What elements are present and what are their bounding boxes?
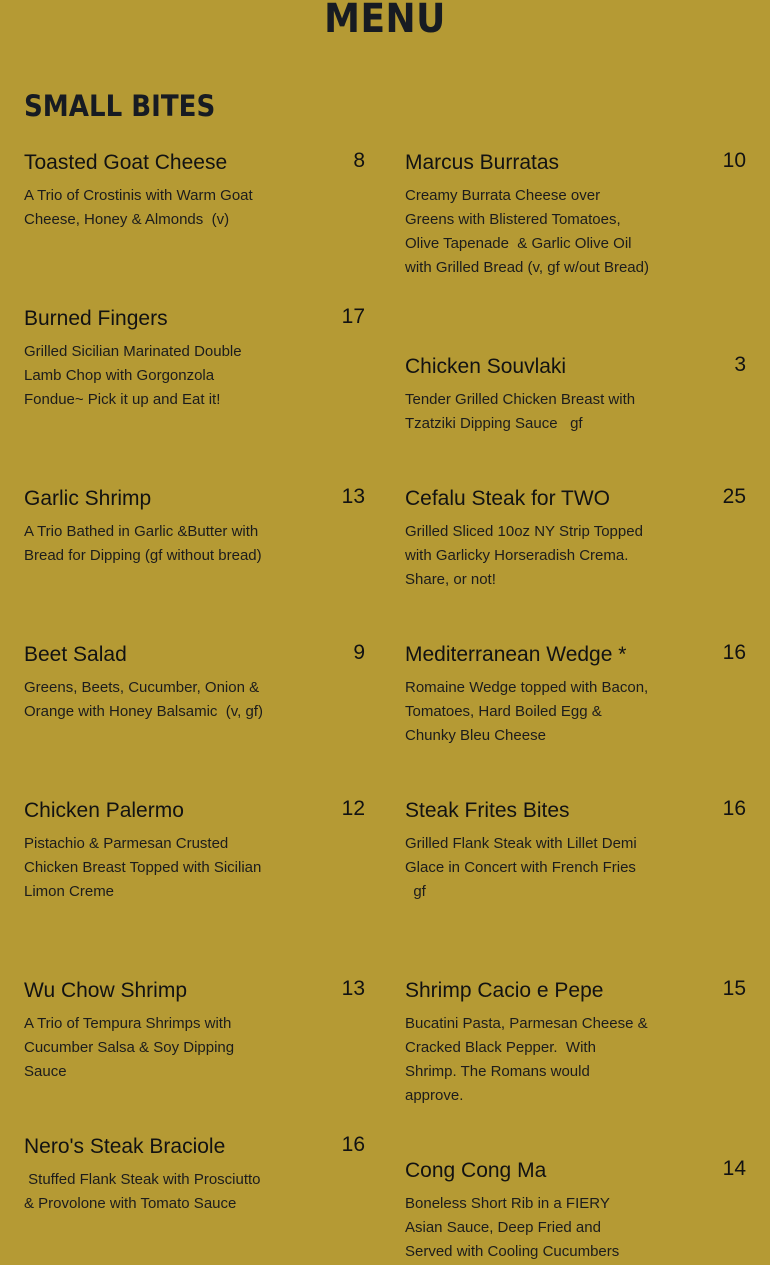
item-description: Grilled Sliced 10oz NY Strip Topped with Garlicky Horseradish Crema. Share, or not!: [405, 523, 648, 588]
item-price: 3: [734, 353, 746, 376]
item-name: Garlic Shrimp: [24, 487, 152, 510]
item-description: Pistachio & Parmesan Crusted Chicken Breast Topped with Sicilian Limon Creme: [24, 835, 266, 900]
item-price: 13: [341, 485, 365, 508]
item-price: 16: [722, 797, 746, 820]
item-price: 8: [353, 149, 365, 172]
item-name: Wu Chow Shrimp: [24, 979, 187, 1002]
item-price: 9: [353, 641, 365, 664]
item-price: 16: [341, 1133, 365, 1156]
item-price: 10: [722, 149, 746, 172]
section-heading: SMALL BITES: [24, 89, 216, 123]
item-name: Cong Cong Ma: [405, 1159, 547, 1182]
item-price: 15: [722, 977, 746, 1000]
menu-title: MENU: [324, 0, 446, 42]
item-price: 25: [722, 485, 746, 508]
item-description: Tender Grilled Chicken Breast with Tzatziki Dipping Sauce gf: [405, 391, 640, 432]
item-description: Creamy Burrata Cheese over Greens with Blistered Tomatoes, Olive Tapenade & Garlic Olive Oil with Grilled Bread (v, gf w/out Bread): [405, 187, 649, 276]
item-name: Cefalu Steak for TWO: [405, 487, 611, 510]
item-description: A Trio of Crostinis with Warm Goat Cheese, Honey & Almonds (v): [24, 187, 257, 228]
item-name: Shrimp Cacio e Pepe: [405, 979, 604, 1002]
item-description: Stuffed Flank Steak with Prosciutto & Provolone with Tomato Sauce: [24, 1171, 265, 1212]
item-name: Beet Salad: [24, 643, 127, 666]
item-description: Boneless Short Rib in a FIERY Asian Sauce, Deep Fried and Served with Cooling Cucumbers: [405, 1195, 620, 1260]
item-description: Bucatini Pasta, Parmesan Cheese & Cracked Black Pepper. With Shrimp. The Romans would approve.: [405, 1015, 652, 1104]
item-description: A Trio Bathed in Garlic &Butter with Bread for Dipping (gf without bread): [24, 523, 263, 564]
item-price: 14: [722, 1157, 746, 1180]
item-name: Steak Frites Bites: [405, 799, 570, 822]
item-name: Chicken Souvlaki: [405, 355, 567, 378]
item-description: A Trio of Tempura Shrimps with Cucumber Salsa & Soy Dipping Sauce: [24, 1015, 239, 1080]
item-price: 17: [341, 305, 365, 328]
item-description: Grilled Sicilian Marinated Double Lamb Chop with Gorgonzola Fondue~ Pick it up and Eat it!: [24, 343, 246, 408]
item-name: Mediterranean Wedge *: [405, 643, 627, 666]
item-price: 13: [341, 977, 365, 1000]
item-price: 12: [341, 797, 365, 820]
item-name: Burned Fingers: [24, 307, 168, 330]
item-name: Marcus Burratas: [405, 151, 560, 174]
item-price: 16: [722, 641, 746, 664]
item-name: Toasted Goat Cheese: [24, 151, 228, 174]
item-description: Romaine Wedge topped with Bacon, Tomatoes, Hard Boiled Egg & Chunky Bleu Cheese: [405, 679, 653, 744]
item-description: Greens, Beets, Cucumber, Onion & Orange with Honey Balsamic (v, gf): [24, 679, 264, 720]
item-name: Chicken Palermo: [24, 799, 184, 822]
item-description: Grilled Flank Steak with Lillet Demi Glace in Concert with French Fries gf: [405, 835, 637, 900]
item-name: Nero's Steak Braciole: [24, 1135, 226, 1158]
